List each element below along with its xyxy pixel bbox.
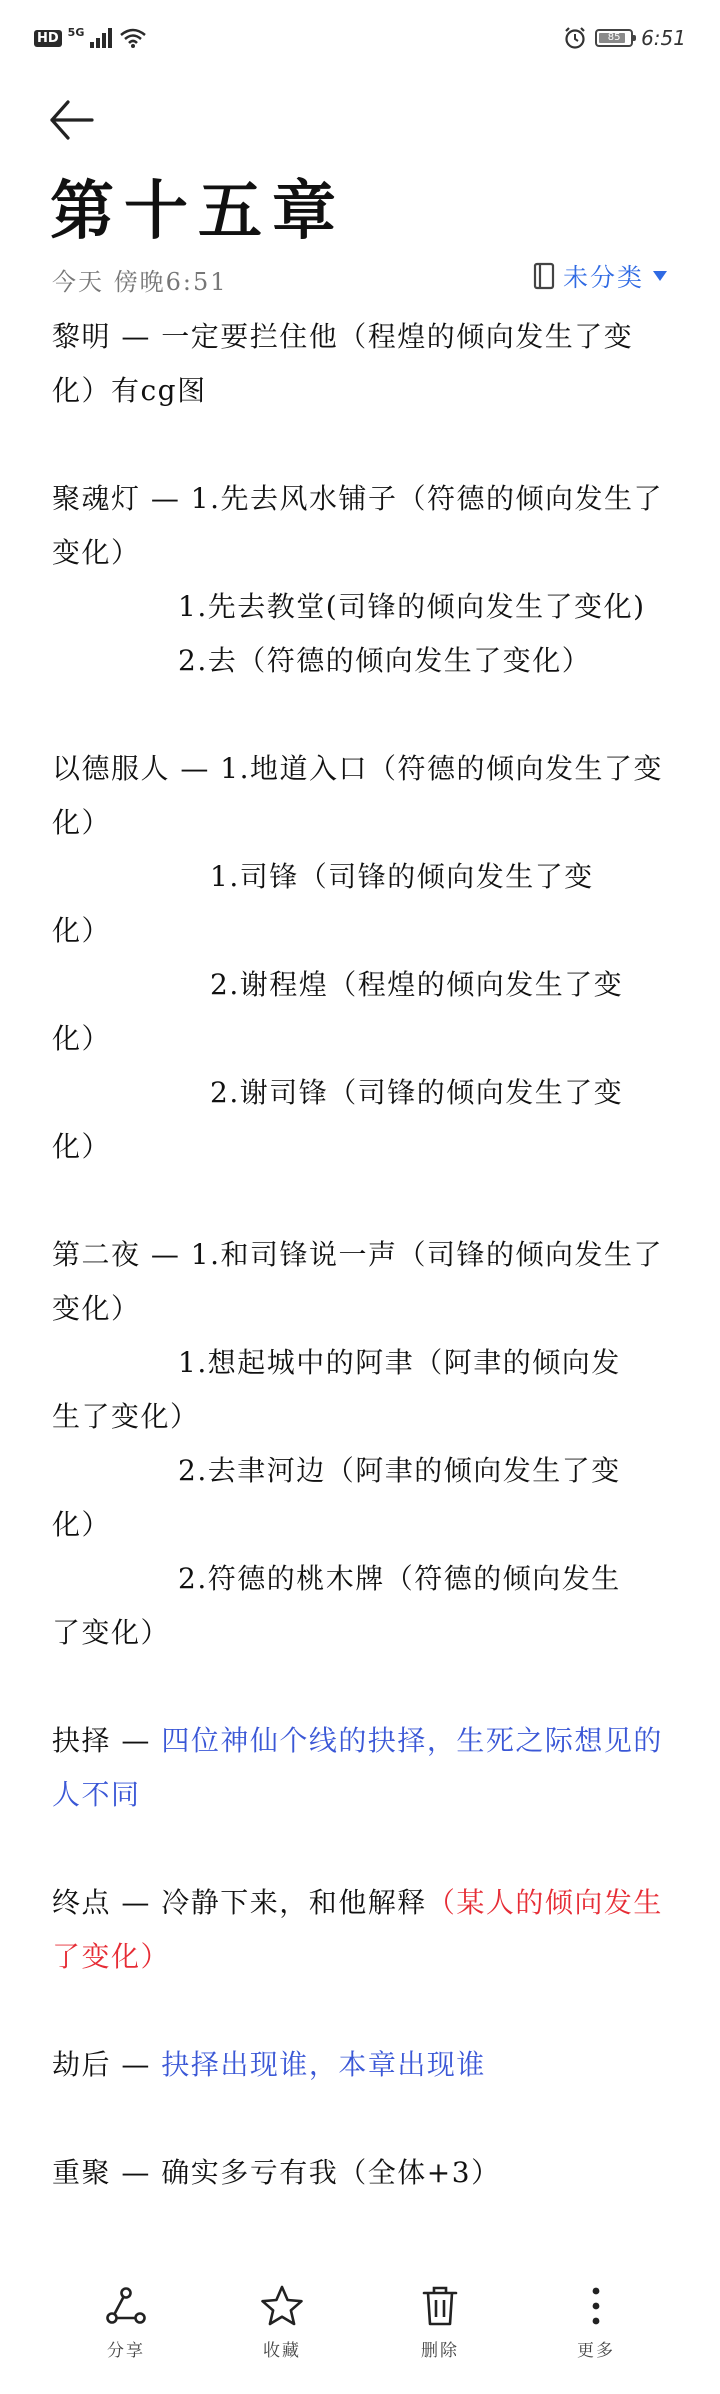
line-reunion: 重聚 — 确实多亏有我（全体+3） <box>52 2156 501 2189</box>
note-body[interactable] <box>52 310 672 2200</box>
wifi-icon <box>120 28 146 48</box>
share-icon <box>104 2284 148 2328</box>
line-endpoint <box>52 1876 672 1984</box>
category-label: 未分类 <box>562 263 644 292</box>
line-virtue-option-b-wrap: 化） <box>52 1022 112 1055</box>
line-virtue-option-c: 2.谢司锋（司锋的倾向发生了变 <box>210 1076 624 1109</box>
note-date: 今天 傍晚6:51 <box>52 268 228 296</box>
blank-line <box>52 2092 672 2146</box>
line-second-night-option-a: 1.想起城中的阿聿（阿聿的倾向发 <box>178 1346 621 1379</box>
line-virtue-option-c-wrap: 化） <box>52 1130 112 1163</box>
line-virtue-option-b: 2.谢程煌（程煌的倾向发生了变 <box>210 968 624 1001</box>
battery-icon <box>595 29 633 47</box>
star-icon <box>259 2284 305 2328</box>
blank-line <box>52 1984 672 2038</box>
delete-label: 删除 <box>421 2341 459 2361</box>
line-second-night-option-c: 2.符德的桃木牌（符德的倾向发生 <box>178 1562 621 1595</box>
line-second-night-option-c-wrap: 了变化） <box>52 1616 171 1649</box>
category-selector[interactable] <box>533 258 668 294</box>
line-second-night-option-b: 2.去聿河边（阿聿的倾向发生了变 <box>178 1454 621 1487</box>
delete-button[interactable] <box>380 2284 500 2361</box>
blank-line <box>52 1660 672 1714</box>
line-second-night: 第二夜 — 1.和司锋说一声（司锋的倾向发生了变化） <box>52 1238 664 1325</box>
line-dawn: 黎明 — 一定要拦住他（程煌的倾向发生了变化）有cg图 <box>52 320 634 407</box>
blank-line <box>52 688 672 742</box>
line-endpoint-prefix: 终点 — 冷静下来，和他解释 <box>52 1886 427 1919</box>
blank-line <box>52 418 672 472</box>
line-aftermath <box>52 2038 672 2092</box>
note-meta <box>52 258 668 298</box>
note-title[interactable]: 第十五章 <box>50 174 346 249</box>
arrow-left-icon <box>44 92 100 148</box>
back-button[interactable] <box>44 92 100 148</box>
share-button[interactable] <box>66 2284 186 2361</box>
alarm-icon <box>563 26 587 50</box>
status-bar <box>0 0 720 80</box>
line-choice-prefix: 抉择 — <box>52 1724 162 1757</box>
line-soul-lamp: 聚魂灯 — 1.先去风水铺子（符德的倾向发生了变化） <box>52 482 664 569</box>
status-time: 6:51 <box>641 26 686 50</box>
notebook-icon <box>533 262 555 290</box>
line-aftermath-highlight: 抉择出现谁，本章出现谁 <box>161 2048 486 2081</box>
line-second-night-option-a-wrap: 生了变化） <box>52 1400 200 1433</box>
line-virtue: 以德服人 — 1.地道入口（符德的倾向发生了变化） <box>52 752 664 839</box>
blank-line <box>52 1822 672 1876</box>
chevron-down-icon <box>652 270 668 282</box>
signal-icon <box>90 28 114 48</box>
blank-line <box>52 1174 672 1228</box>
bottom-toolbar <box>0 2264 720 2394</box>
line-endpoint-highlight: （某人的倾向发生了变化） <box>52 1886 663 1973</box>
line-second-night-option-b-wrap: 化） <box>52 1508 112 1541</box>
favorite-button[interactable] <box>222 2284 342 2361</box>
line-virtue-option-a-wrap: 化） <box>52 914 112 947</box>
line-aftermath-prefix: 劫后 — <box>52 2048 162 2081</box>
more-vertical-icon <box>574 2284 618 2328</box>
line-choice-highlight: 四位神仙个线的抉择，生死之际想见的人不同 <box>52 1724 663 1811</box>
share-label: 分享 <box>107 2341 145 2361</box>
status-right <box>563 26 686 50</box>
line-choice <box>52 1714 672 1822</box>
more-button[interactable] <box>536 2284 656 2361</box>
hd-badge: HD <box>34 30 62 47</box>
line-virtue-option-a: 1.司锋（司锋的倾向发生了变 <box>210 860 594 893</box>
favorite-label: 收藏 <box>263 2341 301 2361</box>
more-label: 更多 <box>577 2341 615 2361</box>
status-left <box>34 25 146 48</box>
battery-text: 85 <box>607 32 621 43</box>
line-soul-lamp-option-b: 2.去（符德的倾向发生了变化） <box>178 644 592 677</box>
network-type: 5G <box>67 25 85 39</box>
line-soul-lamp-option-a: 1.先去教堂(司锋的倾向发生了变化) <box>178 590 646 623</box>
trash-icon <box>418 2284 462 2328</box>
